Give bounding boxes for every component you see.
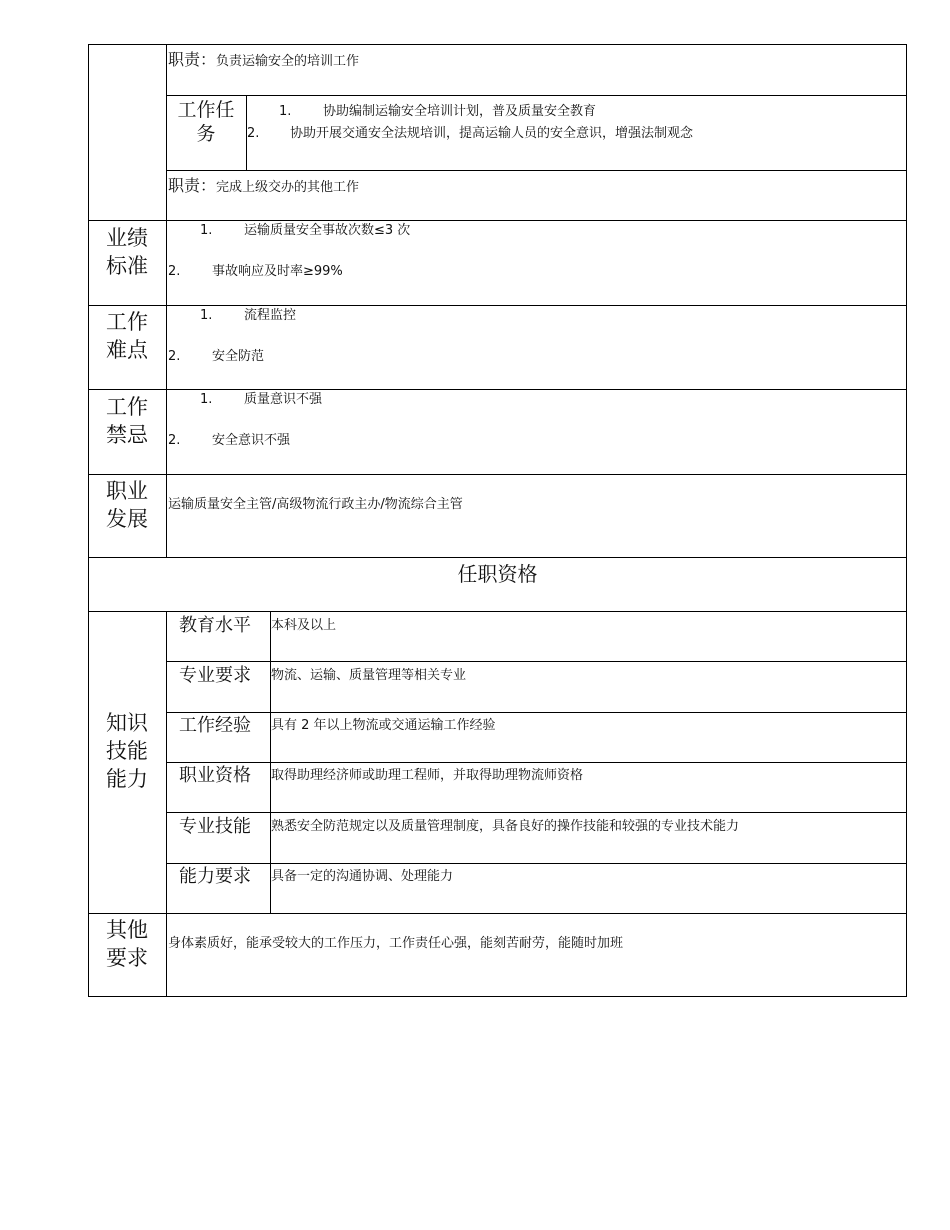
qualification-value: 具有 2 年以上物流或交通运输工作经验 bbox=[271, 718, 496, 733]
qualifications-label-line3: 能力 bbox=[106, 767, 148, 791]
item-num: 1. bbox=[200, 308, 213, 323]
taboos-label-line2: 禁忌 bbox=[106, 423, 148, 447]
qualification-row-divider bbox=[166, 762, 907, 763]
task-label-line2: 务 bbox=[196, 123, 216, 145]
duty-divider-1 bbox=[166, 95, 907, 96]
duty-prefix: 职责： bbox=[168, 176, 217, 195]
difficulties-label-line1: 工作 bbox=[106, 310, 148, 334]
duty-row-1 bbox=[168, 50, 359, 70]
task-item-2 bbox=[247, 126, 259, 142]
task-item-2-text bbox=[290, 126, 693, 142]
performance-label-line2: 标准 bbox=[106, 254, 148, 278]
duty-prefix: 职责： bbox=[168, 50, 217, 69]
duty-text: 负责运输安全的培训工作 bbox=[216, 54, 360, 69]
difficulties-label-line2: 难点 bbox=[106, 338, 148, 362]
item-text: 安全防范 bbox=[212, 349, 265, 364]
qualifications-label-line2: 技能 bbox=[106, 739, 148, 763]
qualification-value: 具备一定的沟通协调、处理能力 bbox=[271, 869, 454, 884]
taboos-label-line1: 工作 bbox=[106, 395, 148, 419]
difficulties-item-2-text bbox=[212, 349, 264, 365]
career-label-line1: 职业 bbox=[106, 479, 148, 503]
qualification-label: 能力要求 bbox=[179, 866, 251, 887]
taboos-item-2-text bbox=[212, 433, 290, 449]
career-label bbox=[88, 477, 166, 533]
qualification-row-divider bbox=[166, 812, 907, 813]
difficulties-label bbox=[88, 308, 166, 364]
task-item-1-text bbox=[323, 104, 596, 120]
qualification-label: 教育水平 bbox=[179, 615, 251, 636]
item-num: 1. bbox=[200, 392, 213, 407]
qualification-value: 本科及以上 bbox=[271, 618, 337, 633]
item-text: 流程监控 bbox=[244, 308, 297, 323]
taboos-item-2-num bbox=[168, 433, 180, 449]
task-label bbox=[168, 98, 244, 146]
duty-text: 完成上级交办的其他工作 bbox=[216, 180, 360, 195]
duty-row-2 bbox=[168, 176, 359, 196]
performance-item-1-text bbox=[244, 223, 410, 239]
qualifications-label bbox=[88, 709, 166, 793]
taboos-item-1-num bbox=[200, 392, 212, 408]
task-num: 2. bbox=[247, 126, 260, 141]
row-divider-performance bbox=[88, 220, 907, 221]
difficulties-item-1-text bbox=[244, 308, 296, 324]
qualification-label: 职业资格 bbox=[179, 765, 251, 786]
qualification-row-divider bbox=[166, 661, 907, 662]
other-text: 身体素质好，能承受较大的工作压力，工作责任心强，能刻苦耐劳，能随时加班 bbox=[168, 936, 624, 951]
performance-item-2-num bbox=[168, 264, 180, 280]
qualification-value: 取得助理经济师或助理工程师，并取得助理物流师资格 bbox=[271, 768, 584, 783]
label-column-divider-bottom bbox=[166, 611, 167, 997]
row-divider-taboos bbox=[88, 389, 907, 390]
item-num: 2. bbox=[168, 349, 181, 364]
qualification-label: 工作经验 bbox=[179, 715, 251, 736]
performance-item-1-num bbox=[200, 223, 212, 239]
career-text: 运输质量安全主管/高级物流行政主办/物流综合主管 bbox=[168, 497, 463, 512]
item-num: 1. bbox=[200, 223, 213, 238]
duty-divider-2 bbox=[166, 170, 907, 171]
label-column-divider-top bbox=[166, 44, 167, 557]
row-divider-other bbox=[88, 913, 907, 914]
task-item-1 bbox=[279, 104, 291, 120]
qualification-row-divider bbox=[166, 863, 907, 864]
taboos-item-1-text bbox=[244, 392, 322, 408]
performance-label bbox=[88, 224, 166, 280]
qualification-value: 物流、运输、质量管理等相关专业 bbox=[271, 668, 467, 683]
item-num: 2. bbox=[168, 264, 181, 279]
qualifications-label-line1: 知识 bbox=[106, 711, 148, 735]
qualifications-title: 任职资格 bbox=[457, 562, 538, 586]
other-label-line2: 要求 bbox=[106, 946, 148, 970]
task-num: 1. bbox=[279, 104, 292, 119]
item-text: 事故响应及时率≥99% bbox=[212, 264, 343, 279]
row-divider-difficulties bbox=[88, 305, 907, 306]
performance-label-line1: 业绩 bbox=[106, 226, 148, 250]
taboos-label bbox=[88, 393, 166, 449]
item-text: 质量意识不强 bbox=[244, 392, 323, 407]
qualification-value: 熟悉安全防范规定以及质量管理制度，具备良好的操作技能和较强的专业技术能力 bbox=[271, 819, 740, 834]
row-divider-qualifications bbox=[88, 611, 907, 612]
item-text: 运输质量安全事故次数≤3 次 bbox=[244, 223, 411, 238]
qualification-label: 专业要求 bbox=[179, 665, 251, 686]
qualification-row-divider bbox=[166, 712, 907, 713]
difficulties-item-2-num bbox=[168, 349, 180, 365]
row-divider-career bbox=[88, 474, 907, 475]
row-divider-qualifications-title bbox=[88, 557, 907, 558]
career-label-line2: 发展 bbox=[106, 507, 148, 531]
difficulties-item-1-num bbox=[200, 308, 212, 324]
item-text: 安全意识不强 bbox=[212, 433, 291, 448]
task-text: 协助开展交通安全法规培训，提高运输人员的安全意识，增强法制观念 bbox=[290, 126, 694, 141]
task-text: 协助编制运输安全培训计划，普及质量安全教育 bbox=[323, 104, 597, 119]
other-label bbox=[88, 916, 166, 972]
qualification-label: 专业技能 bbox=[179, 816, 251, 837]
task-label-line1: 工作任 bbox=[177, 99, 235, 121]
performance-item-2-text bbox=[212, 264, 343, 280]
other-label-line1: 其他 bbox=[106, 918, 148, 942]
item-num: 2. bbox=[168, 433, 181, 448]
